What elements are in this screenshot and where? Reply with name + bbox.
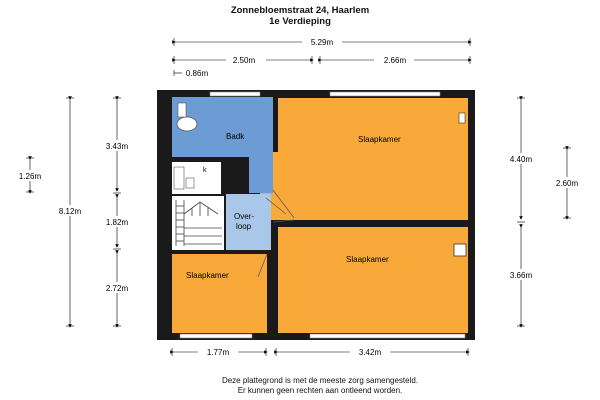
- dim-bottom-right-width: 3.42m: [358, 348, 382, 357]
- dim-left-mid-height: 1.82m: [105, 218, 129, 227]
- washbasin: [177, 117, 197, 131]
- bedroom-bottom-right-area: [278, 227, 468, 333]
- dim-right-inner-height: 2.60m: [555, 179, 579, 188]
- chimney-box: [454, 244, 466, 256]
- dim-left-top-height: 3.43m: [105, 142, 129, 151]
- floor-level: 1e Verdieping: [269, 16, 331, 27]
- bathroom-passage: [249, 150, 273, 193]
- bedroom-bottom-left-area: [172, 254, 267, 333]
- room-label-landing-2: loop: [236, 222, 252, 231]
- dim-total-height: 8.12m: [58, 207, 82, 216]
- wall-niche: [459, 113, 465, 123]
- floorplan-address: Zonnebloemstraat 24, Haarlem: [230, 5, 370, 16]
- room-label-closet: k: [203, 167, 207, 174]
- room-label-bathroom: Badk: [226, 132, 245, 141]
- stairwell: [172, 196, 224, 250]
- dim-top-left-width: 2.50m: [232, 56, 256, 65]
- shower-fixture: [178, 103, 186, 117]
- disclaimer-line-2: Er kunnen geen rechten aan ontleend worden.: [237, 386, 403, 395]
- dim-right-bottom-height: 3.66m: [509, 271, 533, 280]
- dim-top-right-width: 2.66m: [383, 56, 407, 65]
- room-label-bedroom-bottom-left: Slaapkamer: [186, 271, 229, 280]
- room-label-landing-1: Over-: [234, 212, 254, 221]
- dim-small-width: 0.86m: [185, 69, 209, 78]
- dim-total-width: 5.29m: [310, 38, 334, 47]
- disclaimer-line-1: Deze plattegrond is met de meeste zorg samengesteld.: [221, 376, 419, 385]
- dim-small-height: 1.26m: [18, 172, 42, 181]
- closet-fixture: [174, 167, 184, 189]
- room-label-bedroom-top-right: Slaapkamer: [358, 135, 401, 144]
- room-label-bedroom-bottom-right: Slaapkamer: [346, 255, 389, 264]
- toilet-fixture: [186, 178, 194, 188]
- dim-bottom-left-width: 1.77m: [206, 348, 230, 357]
- dim-left-bottom-height: 2.72m: [105, 284, 129, 293]
- bedroom-top-right-area: [278, 98, 468, 220]
- dim-right-top-height: 4.40m: [509, 155, 533, 164]
